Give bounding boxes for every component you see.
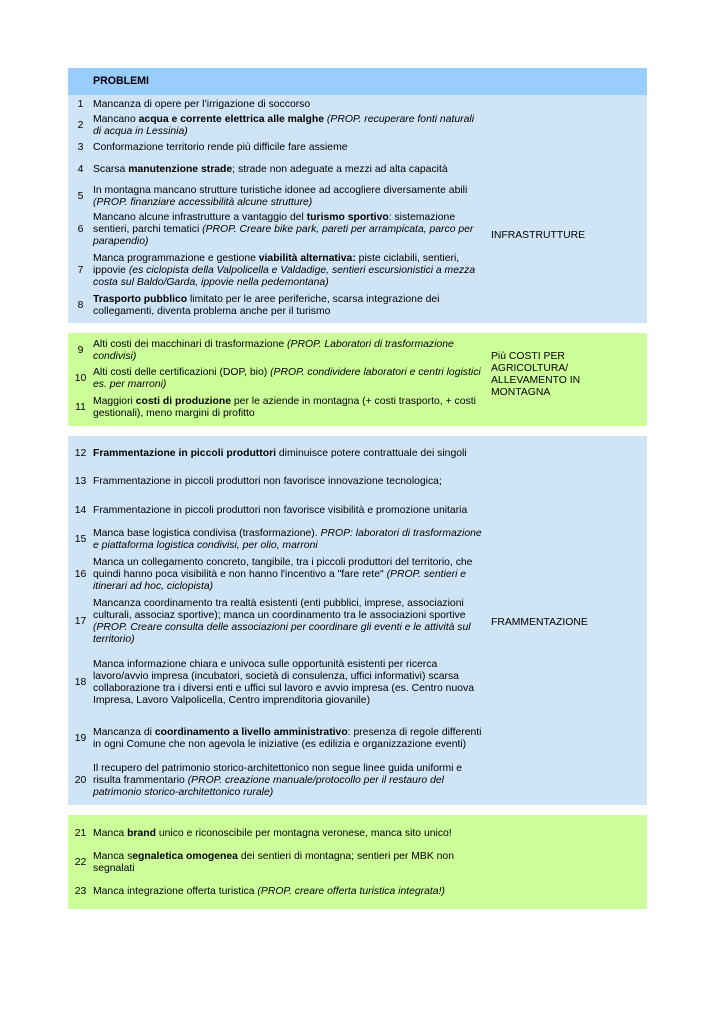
problem-text <box>93 886 486 898</box>
text-segment: Mancano <box>93 114 139 125</box>
bold-text: viabilità alternativa: <box>258 253 356 264</box>
problem-number: 16 <box>74 569 87 580</box>
problem-number: 23 <box>74 886 87 897</box>
problem-row <box>68 596 486 648</box>
problem-number: 1 <box>77 99 84 110</box>
proposal-text: (PROP. Creare bike park, pareti per arrampicata, parco per parapendio) <box>93 224 474 247</box>
text-segment: unico e riconoscibile per montagna veronese, manca sito unico! <box>155 828 452 839</box>
problem-text <box>93 164 486 176</box>
problem-row <box>68 210 486 250</box>
text-segment: Manca <box>93 828 128 839</box>
problem-text <box>93 763 486 799</box>
problem-text <box>93 294 486 318</box>
text-segment: : presenza di regole differenti in ogni Comune che non agevola le iniziative (es edilizia e organizzazione eventi) <box>93 727 482 750</box>
text-segment: per le aziende in montagna (+ costi trasporto, + costi gestionali), meno margini di profitto <box>93 396 476 419</box>
problem-number: 19 <box>74 733 87 744</box>
problem-text <box>93 557 486 593</box>
problem-group <box>68 95 647 323</box>
text-segment: Mancanza di opere per l’irrigazione di soccorso <box>93 99 311 110</box>
problem-number: 12 <box>74 448 87 459</box>
problem-text <box>93 396 486 420</box>
problem-row <box>68 878 486 906</box>
problem-row <box>68 526 486 554</box>
problem-row <box>68 554 486 596</box>
proposal-text: (PROP. creazione manuale/protocollo per il restauro del patrimonio storico-architettonico rurale) <box>93 775 444 798</box>
text-segment: Frammentazione in piccoli produttori non favorisce visibilità e promozione unitaria <box>93 505 468 516</box>
text-segment: Manca base logistica condivisa (trasformazione). <box>93 528 321 539</box>
proposal-text: (PROP. sentieri e itinerari ad hoc, ciclopista) <box>93 569 467 592</box>
category-label: FRAMMENTAZIONE <box>491 617 588 628</box>
text-segment: Manca programmazione e gestione <box>93 253 259 264</box>
problem-number: 6 <box>77 224 84 235</box>
problems-table <box>68 68 647 919</box>
problem-number: 18 <box>74 677 87 688</box>
problem-text <box>93 339 486 363</box>
problem-row <box>68 468 486 496</box>
bold-text: Trasporto pubblico <box>93 294 188 305</box>
problem-text <box>93 851 486 875</box>
problem-row <box>68 496 486 526</box>
problem-row <box>68 250 486 292</box>
text-segment: Il recupero del patrimonio storico-architettonico non segue linee guida uniformi e risulta frammentario <box>93 763 463 786</box>
proposal-text: (PROP. creare offerta turistica integrata!) <box>257 886 445 897</box>
problem-number: 20 <box>74 775 87 786</box>
problem-text <box>93 598 486 646</box>
problem-text <box>93 99 486 111</box>
problem-text <box>93 476 486 488</box>
bold-text: Frammentazione in piccoli produttori <box>93 448 277 459</box>
bold-text: brand <box>127 828 156 839</box>
proposal-text: (PROP. condividere laboratori e centri logistici es. per marroni) <box>93 367 481 390</box>
problem-row <box>68 112 486 140</box>
problem-text <box>93 185 486 209</box>
problem-group <box>68 333 647 426</box>
text-segment: limitato per le aree periferiche, scarsa integrazione dei collegamenti, diventa problema anche per il turismo <box>93 294 440 317</box>
header-title: PROBLEMI <box>93 75 149 87</box>
problem-number: 10 <box>74 373 87 384</box>
bold-text: acqua e corrente elettrica alle malghe <box>138 114 325 125</box>
problem-text <box>93 212 486 248</box>
table-header <box>68 68 647 95</box>
problem-row <box>68 393 486 423</box>
problem-number: 17 <box>74 616 87 627</box>
problem-text <box>93 528 486 552</box>
problem-number: 3 <box>77 142 84 153</box>
problem-group <box>68 436 647 805</box>
text-segment: dei sentieri di montagna; sentieri per MBK non segnalati <box>93 851 454 874</box>
text-segment: Mancanza coordinamento tra realtà esistenti (enti pubblici, imprese, associazioni culturali, associaz sportive); manca un coordinamento tra le associazioni sportive <box>93 598 466 621</box>
bold-text: costi di produzione <box>135 396 231 407</box>
text-segment: Alti costi delle certificazioni (DOP, bio) <box>93 367 271 378</box>
text-segment: diminuisce potere contrattuale dei singoli <box>276 448 467 459</box>
text-segment: Scarsa <box>93 164 129 175</box>
problem-group <box>68 815 647 909</box>
problem-row <box>68 292 486 320</box>
proposal-text: PROP: laboratori di trasformazione e piattaforma logistica condivisi, per olio, marroni <box>93 528 482 551</box>
bold-text: turismo sportivo <box>306 212 389 223</box>
problem-row <box>68 184 486 210</box>
proposal-text: (PROP. finanziare accessibilità alcune strutture) <box>93 197 313 208</box>
bold-text: egnaletica omogenea <box>132 851 238 862</box>
text-segment: Maggiori <box>93 396 136 407</box>
proposal-text: (PROP. recuperare fonti naturali di acqua in Lessinia) <box>93 114 475 137</box>
text-segment: Manca un collegamento concreto, tangibile, tra i piccoli produttori del territorio, che quindi hanno poca visibilità e non hanno l'incentivo a "fare rete" <box>93 557 473 580</box>
problem-number: 21 <box>74 828 87 839</box>
problem-number: 4 <box>77 164 84 175</box>
problem-row <box>68 820 486 848</box>
text-segment: Alti costi dei macchinari di trasformazione <box>93 339 288 350</box>
bold-text: manutenzione strade <box>128 164 233 175</box>
text-segment: Manca informazione chiara e univoca sulle opportunità esistenti per ricerca lavoro/avvio impresa (incubatori, società di consulenza, uffici informativi) scarsa collaborazione tra i diversi enti e uffici sul lavoro e avvio impresa (es. Centro nuova Impresa, Lavoro Valpolicella, Centro imprenditoria giovanile) <box>93 659 474 706</box>
text-segment: In montagna mancano strutture turistiche idonee ad accogliere diversamente abili <box>93 185 468 196</box>
problem-text <box>93 367 486 391</box>
text-segment: : sistemazione sentieri, parchi tematici <box>93 212 456 235</box>
problem-row <box>68 760 486 802</box>
problem-row <box>68 440 486 468</box>
proposal-text: (es ciclopista della Valpolicella e Valdadige, sentieri escursionistici a mezza costa sul Baldo/Garda, ippovie nella pedemontana) <box>93 265 476 288</box>
category-label: INFRASTRUTTURE <box>491 230 586 241</box>
text-segment: Frammentazione in piccoli produttori non favorisce innovazione tecnologica; <box>93 476 442 487</box>
text-segment: Manca integrazione offerta turistica <box>93 886 258 897</box>
problem-row <box>68 156 486 184</box>
bold-text: coordinamento a livello amministrativo <box>154 727 348 738</box>
text-segment: ; strade non adeguate a mezzi ad alta capacità <box>232 164 448 175</box>
text-segment: Mancano alcune infrastrutture a vantaggio del <box>93 212 307 223</box>
problem-row <box>68 140 486 156</box>
category-label: Più COSTI PER AGRICOLTURA/ ALLEVAMENTO IN MONTAGNA <box>491 351 581 398</box>
problem-text <box>93 114 486 138</box>
problem-row <box>68 718 486 760</box>
proposal-text: (PROP. Laboratori di trasformazione condivisi) <box>93 339 454 362</box>
problem-number: 13 <box>74 476 87 487</box>
problem-number: 22 <box>74 857 87 868</box>
problem-row <box>68 365 486 393</box>
problem-text <box>93 253 486 289</box>
problem-number: 2 <box>77 120 84 131</box>
problem-number: 5 <box>77 191 84 202</box>
problem-row <box>68 337 486 365</box>
problem-text <box>93 448 486 460</box>
proposal-text: (PROP. Creare consulta delle associazioni per coordinare gli eventi e le attività sul territorio) <box>93 622 471 645</box>
problem-number: 14 <box>74 505 87 516</box>
table-body <box>68 95 647 909</box>
problem-row <box>68 648 486 718</box>
text-segment: Mancanza di <box>93 727 155 738</box>
problem-number: 11 <box>75 402 86 413</box>
problem-row <box>68 98 486 112</box>
problem-number: 7 <box>77 265 84 276</box>
problem-text <box>93 505 486 517</box>
problem-row <box>68 848 486 878</box>
problem-text <box>93 659 486 707</box>
problem-number: 9 <box>77 345 84 356</box>
problem-number: 8 <box>77 300 84 311</box>
problem-text <box>93 727 486 751</box>
problem-text <box>93 828 486 840</box>
problem-number: 15 <box>74 534 87 545</box>
text-segment: Manca s <box>93 851 133 862</box>
text-segment: Conformazione territorio rende più difficile fare assieme <box>93 142 348 153</box>
problem-text <box>93 142 486 154</box>
text-segment: piste ciclabili, sentieri, ippovie <box>93 253 460 276</box>
